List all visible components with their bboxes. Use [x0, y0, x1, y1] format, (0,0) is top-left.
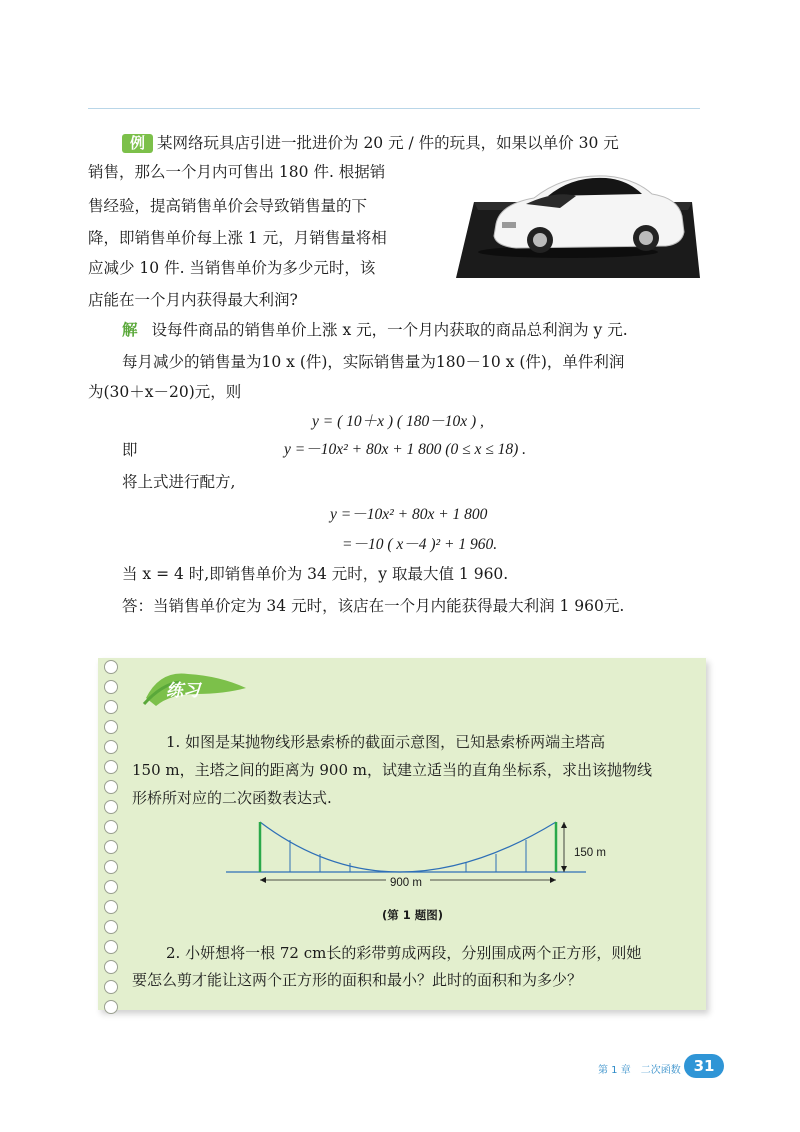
equation-4: =－10 ( x－4 )² + 1 960. — [342, 536, 498, 553]
equation-1: y = ( 10＋x ) ( 180－10x ) , — [312, 413, 484, 430]
header-rule — [88, 108, 700, 109]
binder-ring — [104, 740, 118, 754]
toy-car-photo — [456, 160, 700, 278]
example-line-6: 店能在一个月内获得最大利润? — [88, 291, 298, 309]
binder-ring — [104, 720, 118, 734]
binder-ring — [104, 760, 118, 774]
binder-ring — [104, 920, 118, 934]
binder-ring — [104, 800, 118, 814]
figure-caption: (第 1 题图) — [382, 908, 444, 922]
binder-ring — [104, 1000, 118, 1014]
binder-ring — [104, 880, 118, 894]
binder-ring — [104, 860, 118, 874]
binder-ring — [104, 900, 118, 914]
binder-ring — [104, 700, 118, 714]
binder-ring — [104, 840, 118, 854]
exercise-title: 练习 — [166, 681, 200, 701]
solution-line-4: 将上式进行配方, — [122, 473, 236, 491]
span-width-label: 900 m — [390, 877, 422, 889]
solution-line-3: 为(30＋x－20)元，则 — [88, 383, 242, 401]
binder-ring — [104, 660, 118, 674]
binder-ring — [104, 960, 118, 974]
question-1-line-2: 150 m，主塔之间的距离为 900 m，试建立适当的直角坐标系，求出该抛物线 — [132, 761, 653, 779]
page-number: 31 — [684, 1054, 724, 1078]
example-line-4: 降，即销售单价每上涨 1 元，月销售量将相 — [88, 229, 387, 247]
solution-line-5: 当 x = 4 时,即销售单价为 34 元时，y 取最大值 1 960. — [122, 565, 509, 583]
binder-ring — [104, 940, 118, 954]
example-line-1: 例 某网络玩具店引进一批进价为 20 元 / 件的玩具，如果以单价 30 元 — [122, 133, 619, 153]
tower-height-label: 150 m — [574, 847, 606, 859]
binder-ring — [104, 780, 118, 794]
example-badge: 例 — [122, 134, 153, 153]
binder-ring — [104, 980, 118, 994]
solution-label: 解 — [122, 320, 138, 339]
chapter-label: 第 1 章 二次函数 — [598, 1065, 681, 1076]
question-2-line-1: 2. 小妍想将一根 72 cm长的彩带剪成两段，分别围成两个正方形，则她 — [166, 944, 642, 962]
ji-label: 即 — [122, 441, 138, 459]
example-line-5: 应减少 10 件. 当销售单价为多少元时，该 — [88, 259, 376, 277]
equation-3: y =－10x² + 80x + 1 800 — [330, 506, 488, 523]
equation-2: y =－10x² + 80x + 1 800 (0 ≤ x ≤ 18) . — [284, 441, 527, 458]
solution-line-2: 每月减少的销售量为10 x (件)，实际销售量为180－10 x (件)，单件利润 — [122, 353, 625, 371]
example-line-2: 销售，那么一个月内可售出 180 件. 根据销 — [88, 163, 386, 181]
solution-answer: 答：当销售单价定为 34 元时，该店在一个月内能获得最大利润 1 960元. — [122, 597, 625, 615]
question-2-line-2: 要怎么剪才能让这两个正方形的面积和最小？此时的面积和为多少？ — [132, 971, 583, 989]
binder-ring — [104, 820, 118, 834]
question-1-line-3: 形桥所对应的二次函数表达式. — [132, 789, 332, 807]
question-1-line-1: 1. 如图是某抛物线形悬索桥的截面示意图，已知悬索桥两端主塔高 — [166, 733, 606, 751]
example-line-3: 售经验，提高销售单价会导致销售量的下 — [88, 197, 368, 215]
binder-ring — [104, 680, 118, 694]
solution-line-1: 解 设每件商品的销售单价上涨 x 元，一个月内获取的商品总利润为 y 元. — [122, 320, 628, 339]
